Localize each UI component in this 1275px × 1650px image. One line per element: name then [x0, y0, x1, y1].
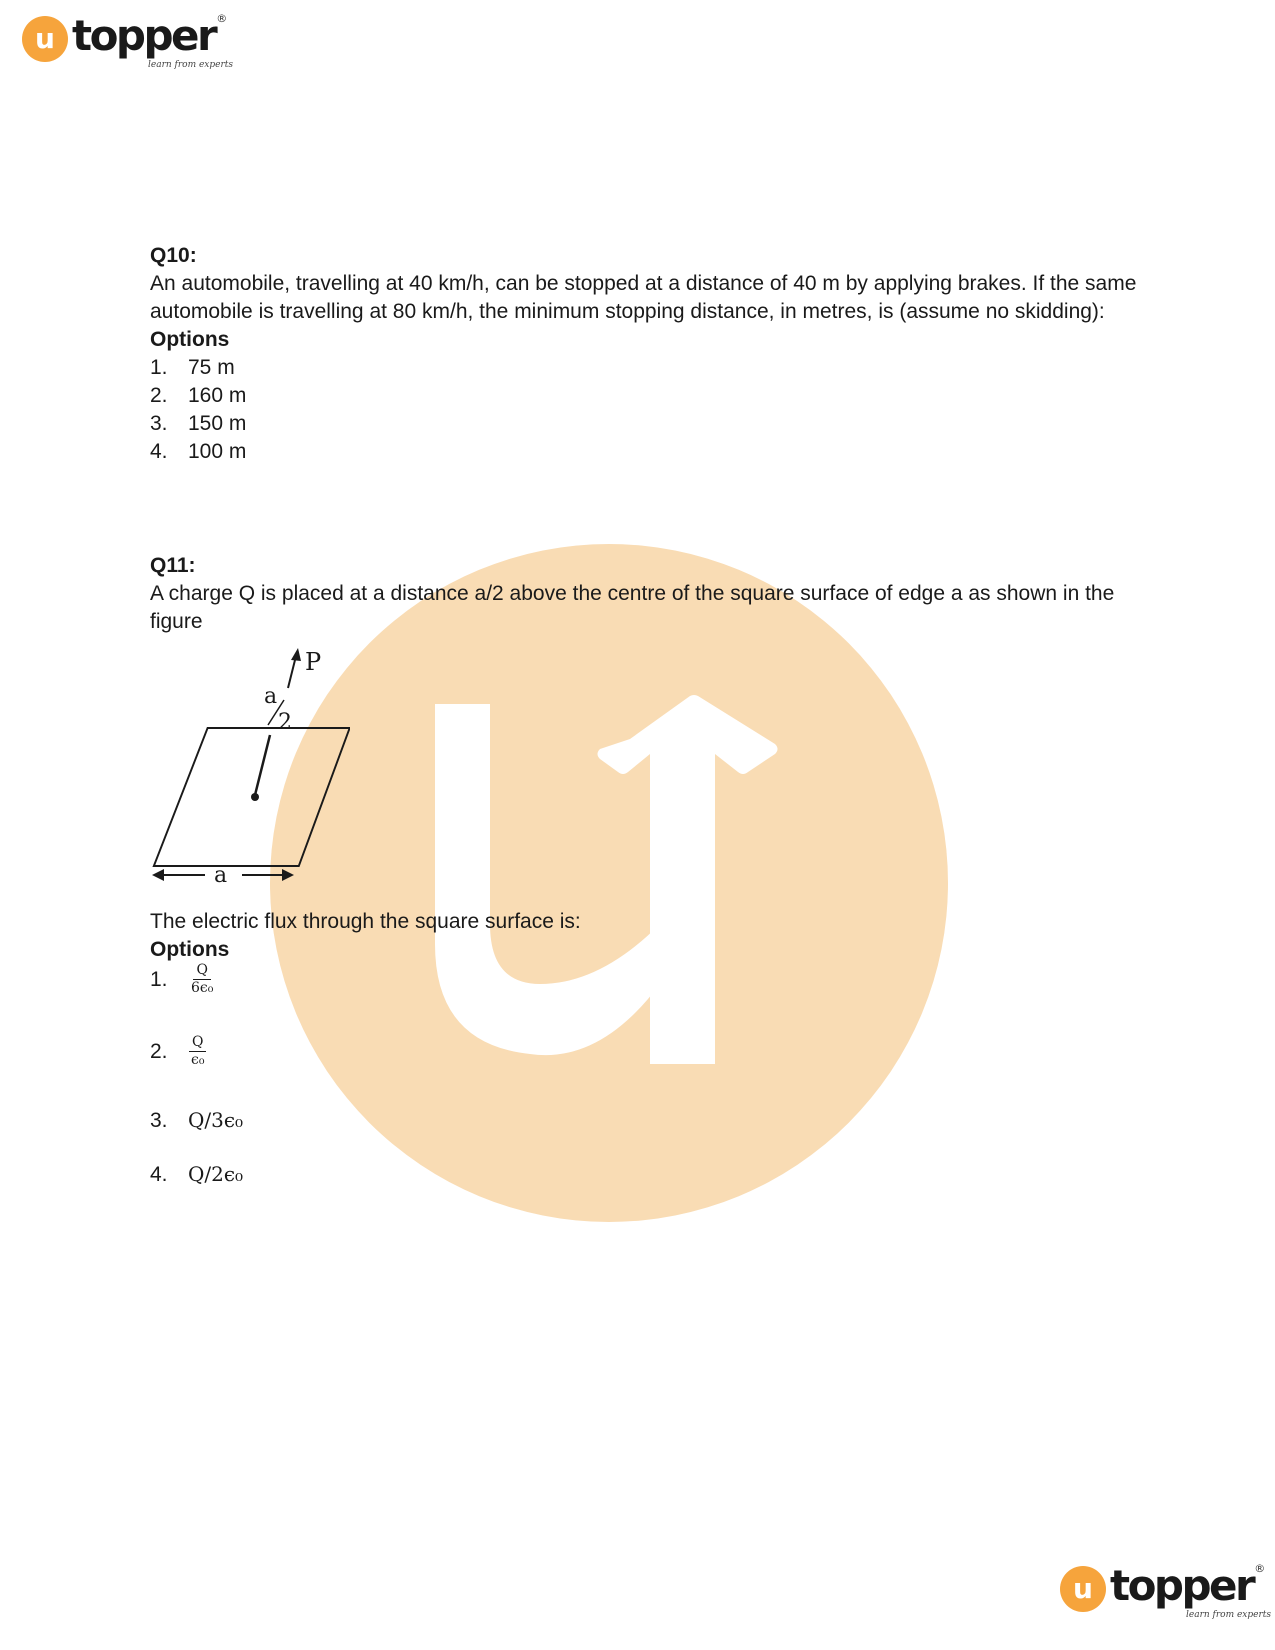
q11-text: A charge Q is placed at a distance a/2 above the centre of the square surface of edge a as shown in the figure [150, 582, 1115, 633]
q11-option-3: 3. Q/3ϵ₀ [150, 1108, 244, 1132]
left-arrowhead-icon [152, 869, 164, 881]
q10-option-4: 4. 100 m [150, 440, 247, 463]
brand-logo-top [22, 11, 234, 70]
height-denominator: 2 [278, 710, 292, 735]
q11-option-4: 4. Q/2ϵ₀ [150, 1162, 244, 1186]
q10-option-2: 2. 160 m [150, 384, 247, 407]
watermark-u-arrow-icon [270, 544, 948, 1222]
watermark-logo [270, 544, 948, 1222]
brand-logo-bottom [1060, 1561, 1272, 1620]
brand-name: topper [72, 11, 216, 60]
q10-option-1: 1. 75 m [150, 356, 235, 379]
q11-option-1: 1. $\frac{Q}{\text{6ϵ₀}}$ [150, 962, 216, 997]
brand-u-icon: u [22, 16, 68, 62]
q10-text: An automobile, travelling at 40 km/h, can be stopped at a distance of 40 m by applying brakes. If the same automobile is travelling at 80 km/h, the minimum stopping distance, in metres, is (assume no skidding): [150, 272, 1137, 323]
brand-tagline: learn from experts [1186, 1610, 1272, 1620]
arrowhead-icon [291, 648, 301, 661]
registered-mark: ® [216, 12, 228, 25]
q11-followup: The electric flux through the square surface is: [150, 910, 581, 933]
height-line [255, 735, 270, 795]
fraction: $\frac{Q}{\text{ϵ₀}}$ [188, 1034, 207, 1069]
q10-options-heading: Options [150, 328, 230, 351]
q10-option-3: 3. 150 m [150, 412, 247, 435]
edge-label: a [214, 863, 228, 885]
point-label: P [305, 648, 322, 676]
centre-point [251, 793, 259, 801]
brand-u-icon: u [1060, 1566, 1106, 1612]
arrow-to-p [288, 656, 296, 688]
brand-name: topper [1110, 1561, 1254, 1610]
q11-label: Q11: [150, 554, 196, 577]
q10-label: Q10: [150, 244, 197, 267]
q11-options-heading: Options [150, 938, 230, 961]
q11-option-2: 2. $\frac{Q}{\text{ϵ₀}}$ [150, 1034, 207, 1069]
registered-mark: ® [1254, 1562, 1266, 1575]
square-surface-figure [150, 640, 350, 885]
brand-tagline: learn from experts [148, 60, 234, 70]
right-arrowhead-icon [282, 869, 294, 881]
height-numerator: a [264, 684, 278, 709]
fraction: $\frac{Q}{\text{6ϵ₀}}$ [191, 962, 214, 996]
